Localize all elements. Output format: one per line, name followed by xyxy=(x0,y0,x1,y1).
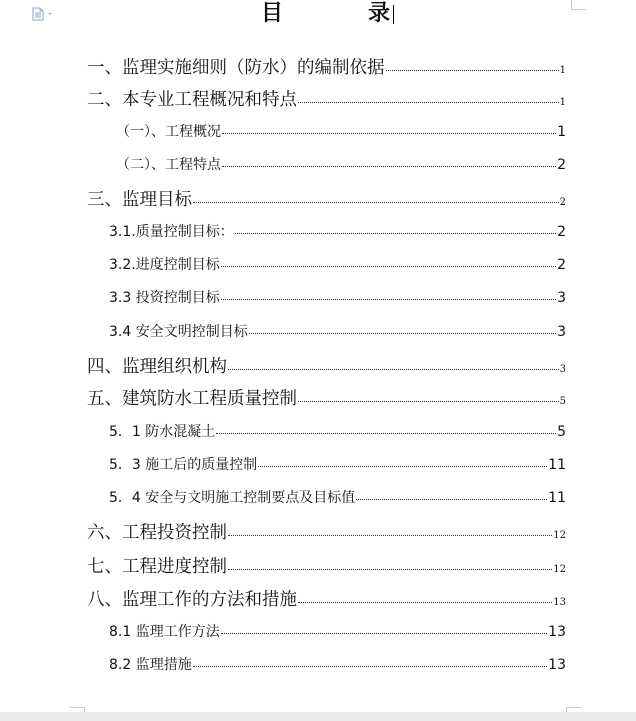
toc-entry[interactable] xyxy=(109,487,566,507)
toc-leader-dots xyxy=(228,369,559,370)
toc-leader-dots xyxy=(298,602,552,603)
toc-leader-dots xyxy=(235,233,556,234)
toc-entry-page: 11 xyxy=(548,490,566,506)
toc-entry-label: 8.1 监理工作方法 xyxy=(109,624,220,640)
toc-entry-label: 3.2.进度控制目标 xyxy=(109,257,220,273)
toc-entry-label: 3.4 安全文明控制目标 xyxy=(109,324,248,340)
toc-entry[interactable] xyxy=(87,54,566,79)
toc-leader-dots xyxy=(221,633,547,634)
toc-entry-page: 11 xyxy=(548,457,566,473)
toc-entry-page: 2 xyxy=(557,224,566,240)
toc-entry[interactable] xyxy=(109,421,566,441)
toc-entry-label: 三、监理目标 xyxy=(87,190,192,210)
toc-entry-page: 12 xyxy=(553,530,566,541)
toc-entry-label: 3.3 投资控制目标 xyxy=(109,290,220,306)
toc-leader-dots xyxy=(221,299,556,300)
toc-leader-dots xyxy=(356,499,547,500)
toc-entry-label: （一）、工程概况 xyxy=(116,124,221,140)
toc-leader-dots xyxy=(222,166,556,167)
toc-entry-page: 3 xyxy=(557,324,566,340)
toc-leader-dots xyxy=(228,569,552,570)
toc-entry-label: 二、本专业工程概况和特点 xyxy=(87,90,297,110)
toc-entry-label: 8.2 监理措施 xyxy=(109,657,192,673)
toc-leader-dots xyxy=(193,666,547,667)
toc-entry-label: 5．1 防水混凝土 xyxy=(109,424,216,440)
toc-entry[interactable] xyxy=(87,586,566,611)
toc-entry-page: 2 xyxy=(557,257,566,273)
toc-entry-label: 四、监理组织机构 xyxy=(87,357,227,377)
toc-entry[interactable] xyxy=(109,654,566,674)
toc-entry[interactable] xyxy=(87,353,566,378)
toc-entry-page: 13 xyxy=(553,597,566,608)
toc-leader-dots xyxy=(221,266,556,267)
toc-entry-page: 1 xyxy=(559,65,566,76)
toc-entry-page: 13 xyxy=(548,624,566,640)
toc-entry-page: 1 xyxy=(557,124,566,140)
toc-entry-page: 5 xyxy=(557,424,566,440)
toc-entry[interactable] xyxy=(87,385,566,410)
toc-entry-page: 3 xyxy=(557,290,566,306)
toc-entry[interactable] xyxy=(109,287,566,307)
toc-leader-dots xyxy=(298,401,559,402)
toc-leader-dots xyxy=(228,535,552,536)
toc-entry[interactable] xyxy=(116,154,566,174)
toc-leader-dots xyxy=(193,202,559,203)
page-gap xyxy=(0,712,636,721)
toc-entry[interactable] xyxy=(109,254,566,274)
toc-entry[interactable] xyxy=(87,519,566,544)
toc-entry[interactable] xyxy=(109,621,566,641)
toc-leader-dots xyxy=(216,433,556,434)
toc-title-part2: 录 xyxy=(368,1,391,26)
toc-entry-page: 5 xyxy=(559,396,566,407)
toc-leader-dots xyxy=(222,133,556,134)
toc-entry[interactable] xyxy=(87,186,566,211)
toc-entry[interactable] xyxy=(109,321,566,341)
toc-entry-page: 2 xyxy=(559,197,566,208)
toc-title-part1: 目 xyxy=(261,1,284,26)
toc-entry[interactable] xyxy=(109,221,566,241)
toc-entry-label: 六、工程投资控制 xyxy=(87,523,227,543)
toc-leader-dots xyxy=(386,70,559,71)
toc-entry-page: 1 xyxy=(559,97,566,108)
toc-entry-label: 一、监理实施细则（防水）的编制依据 xyxy=(87,58,385,78)
toc-entry-label: 5．4 安全与文明施工控制要点及目标值 xyxy=(109,490,356,506)
toc-leader-dots xyxy=(258,466,547,467)
toc-entry-label: 五、建筑防水工程质量控制 xyxy=(87,389,297,409)
toc-entry-label: 3.1.质量控制目标： xyxy=(109,224,234,240)
toc-entry-label: （二）、工程特点 xyxy=(116,157,221,173)
toc-entry-page: 3 xyxy=(559,364,566,375)
toc-entry[interactable] xyxy=(87,553,566,578)
toc-entry[interactable] xyxy=(116,121,566,141)
toc-leader-dots xyxy=(249,333,556,334)
toc-entry-page: 13 xyxy=(548,657,566,673)
toc-title xyxy=(0,0,636,28)
toc-entry-label: 八、监理工作的方法和措施 xyxy=(87,590,297,610)
toc-entry[interactable] xyxy=(109,454,566,474)
toc-entry-page: 12 xyxy=(553,564,566,575)
toc-entry-page: 2 xyxy=(557,157,566,173)
toc-leader-dots xyxy=(298,102,559,103)
toc-entry[interactable] xyxy=(87,86,566,111)
text-cursor xyxy=(393,5,394,24)
toc-entry-label: 5．3 施工后的质量控制 xyxy=(109,457,258,473)
toc-entry-label: 七、工程进度控制 xyxy=(87,557,227,577)
